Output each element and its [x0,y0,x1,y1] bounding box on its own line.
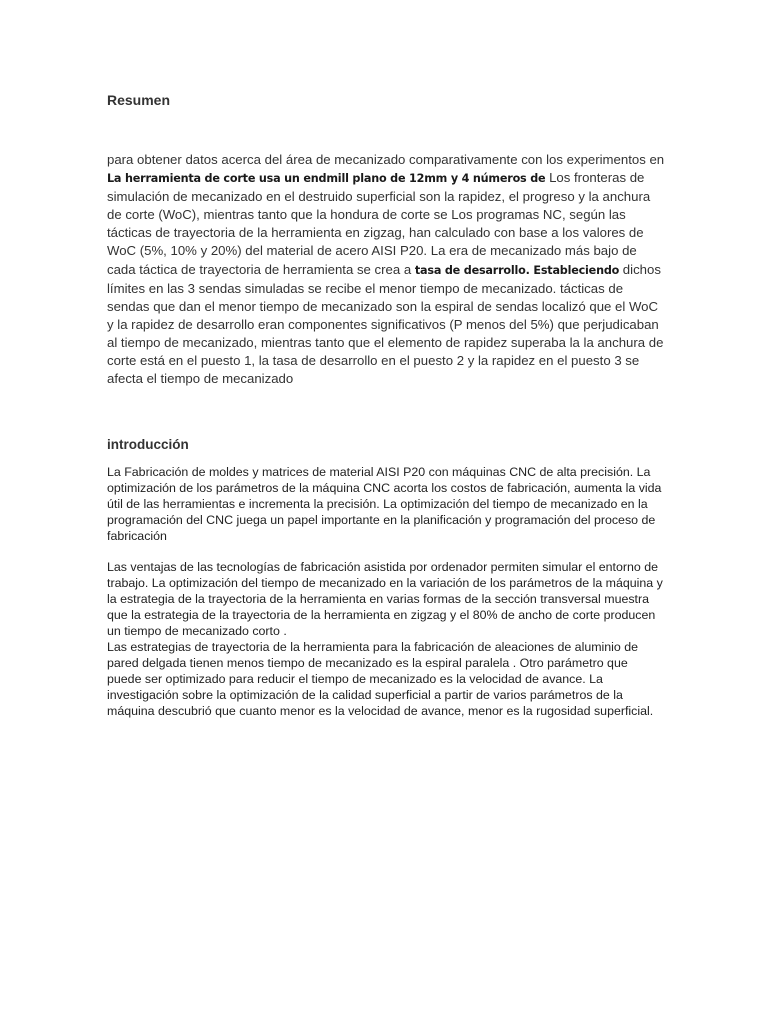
intro-heading: introducción [107,437,189,452]
intro-paragraph-2: Las ventajas de las tecnologías de fabricación asistida por ordenador permiten simular el entorno de trabajo. La optimización del tiempo de mecanizado en la variación de los parámetros de la máquina y la estrategia de la trayectoria de la herramienta en varias formas de la sección transversal muestra que la estrategia de la trayectoria de la herramienta en zigzag y el 80% de ancho de corte producen un tiempo de mecanizado corto . [107,560,663,638]
resumen-text-part-3: dichos límites en las 3 sendas simuladas se recibe el menor tiempo de mecanizado. tácticas de sendas que dan el menor tiempo de mecanizado son la espiral de sendas localizó que el WoC y la rapidez de desarrollo eran componentes significativos (P menos del 5%) que perjudicaban al tiempo de mecanizado, mientras tanto que el elemento de rapidez superaba la la anchura de corte está en el puesto 1, la tasa de desarrollo en el puesto 2 y la rapidez en el puesto 3 se afecta el tiempo de mecanizado [107,261,664,387]
resumen-heading: Resumen [107,92,171,108]
resumen-bold-part-1: La herramienta de corte usa un endmill plano de 12mm y 4 números de [107,172,546,186]
intro-paragraph-1: La Fabricación de moldes y matrices de material AISI P20 con máquinas CNC de alta precisión. La optimización de los parámetros de la máquina CNC acorta los costos de fabricación, aumenta la vida útil de las herramientas e incrementa la precisión. La optimización del tiempo de mecanizado en la programación del CNC juega un papel importante en la planificación y programación del proceso de fabricación [107,465,662,543]
resumen-text-part-1: para obtener datos acerca del área de mecanizado comparativamente con los experimentos en [107,152,665,167]
resumen-text-part-2: Los fronteras de simulación de mecanizado en el destruido superficial son la rapidez, el progreso y la anchura de corte (WoC), mientras tanto que la hondura de corte se Los programas NC, según las tácticas de trayectoria de la herramienta en zigzag, han calculado con base a los valores de WoC (5%, 10% y 20%) del material de acero AISI P20. La era de mecanizado más bajo de cada táctica de trayectoria de herramienta se crea a [107,170,651,277]
resumen-bold-part-2: tasa de desarrollo. Estableciendo [414,263,620,277]
resumen-paragraph [107,151,667,388]
intro-paragraph-3: Las estrategias de trayectoria de la herramienta para la fabricación de aleaciones de aluminio de pared delgada tienen menos tiempo de mecanizado es la espiral paralela . Otro parámetro que puede ser optimizado para reducir el tiempo de mecanizado es la velocidad de avance. La investigación sobre la optimización de la calidad superficial a partir de varios parámetros de la máquina descubrió que cuanto menor es la velocidad de avance, menor es la rugosidad superficial. [107,640,654,718]
